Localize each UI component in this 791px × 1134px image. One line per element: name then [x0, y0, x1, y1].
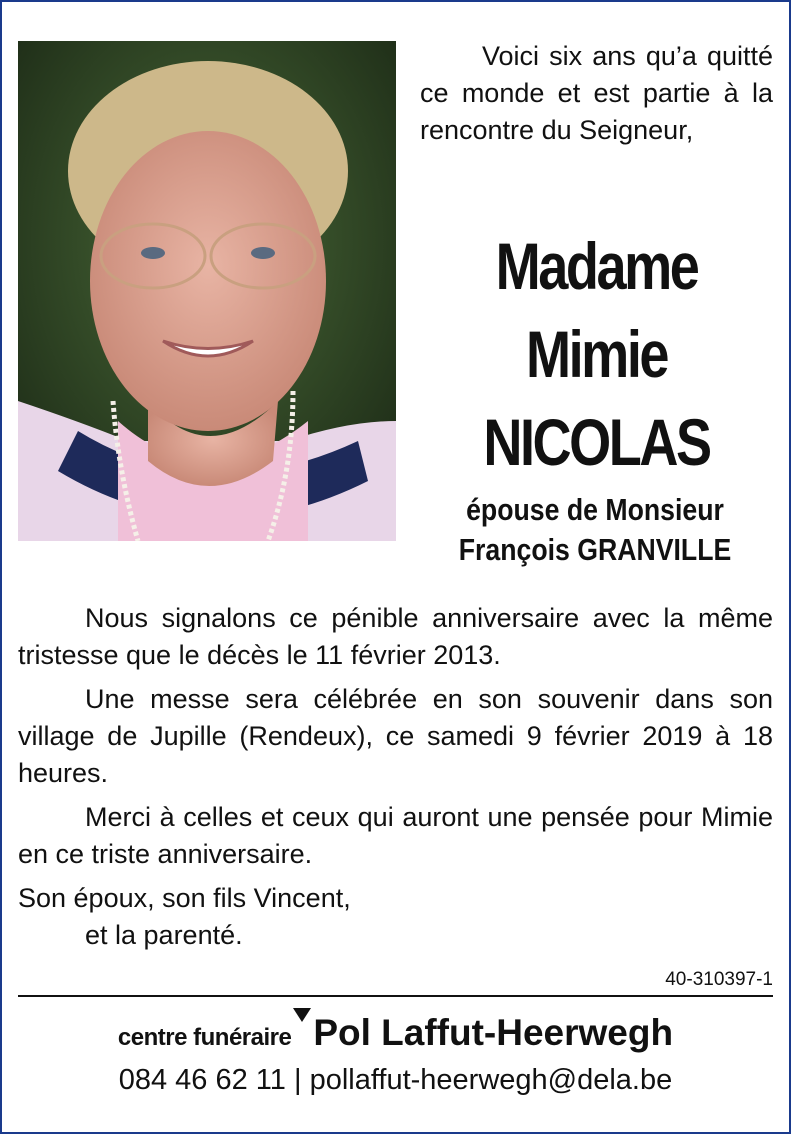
email-address: pollaffut-heerwegh@dela.be: [309, 1064, 673, 1096]
spouse-line-1: épouse de Monsieur: [466, 492, 724, 527]
paragraph-anniversary: Nous signalons ce pénible anniversaire avec la même tristesse que le décès le 11 février 2013.: [18, 603, 773, 670]
name-title: Madame: [495, 229, 698, 303]
intro-text-content: Voici six ans qu’a quitté ce monde et est partie à la rencontre du Seigneur,: [420, 41, 773, 145]
name-last: NICOLAS: [483, 405, 710, 479]
spouse-line-2: François GRANVILLE: [458, 532, 732, 567]
funeral-home-prefix: centre funéraire: [117, 1024, 292, 1051]
name-first: Mimie: [525, 317, 668, 391]
reference-number: 40-310397-1: [665, 969, 773, 990]
divider: [18, 995, 773, 997]
funeral-home-company: Pol Laffut-Heerwegh: [313, 1012, 674, 1053]
portrait-photo: [18, 41, 396, 541]
triangle-logo-icon: [293, 1008, 311, 1022]
contact-separator: |: [293, 1064, 302, 1096]
signoff-line-1: Son époux, son fils Vincent,: [18, 883, 351, 913]
spouse-info: [427, 490, 762, 570]
funeral-home-contact: [0, 1064, 791, 1097]
intro-text: [420, 38, 773, 149]
signoff-line-2: et la parenté.: [85, 920, 243, 950]
paragraph-thanks: Merci à celles et ceux qui auront une pensée pour Mimie en ce triste anniversaire.: [18, 802, 773, 869]
paragraph-mass: Une messe sera célébrée en son souvenir dans son village de Jupille (Rendeux), ce samedi 9 février 2019 à 18 heures.: [18, 684, 773, 788]
deceased-name: [452, 222, 741, 486]
notice-body: [18, 600, 773, 961]
phone-number: 084 46 62 11: [118, 1064, 286, 1096]
funeral-home-name: [0, 1012, 791, 1054]
